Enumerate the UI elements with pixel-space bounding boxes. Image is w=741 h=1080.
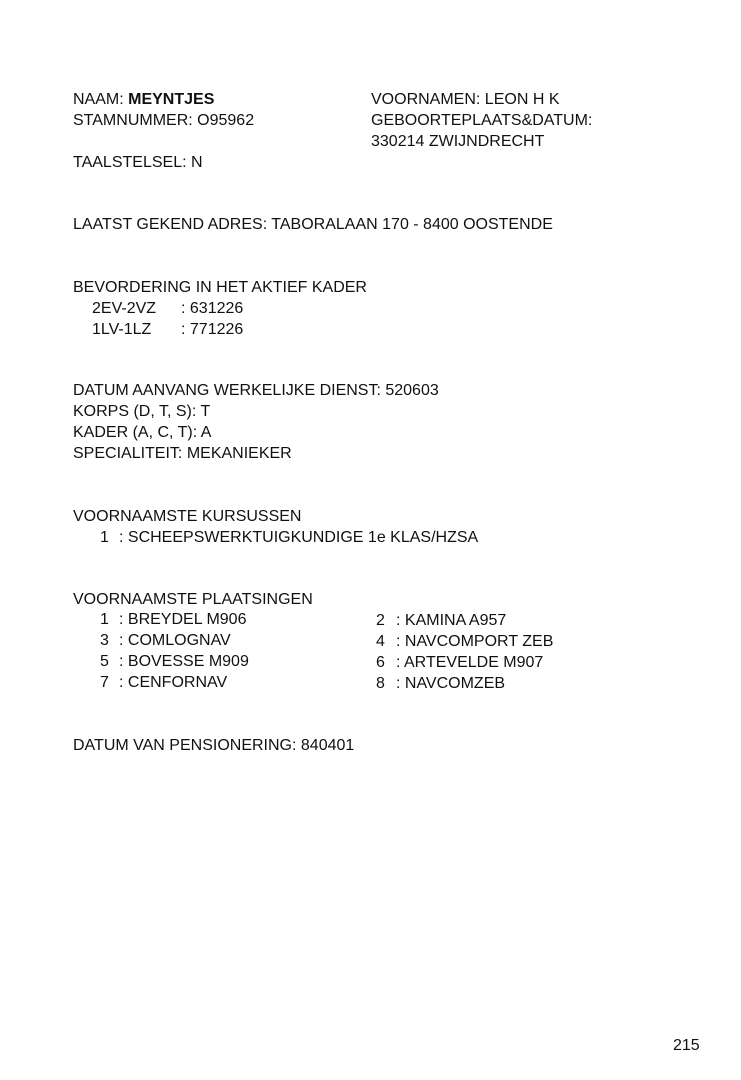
geboorte-value: 330214 ZWIJNDRECHT: [371, 133, 545, 150]
kursus-text: : SCHEEPSWERKTUIGKUNDIGE 1e KLAS/HZSA: [119, 529, 479, 546]
plaatsing-text: : BREYDEL M906: [119, 611, 247, 628]
specialiteit: SPECIALITEIT: MEKANIEKER: [73, 445, 292, 462]
naam-line: [73, 89, 214, 110]
plaatsing-number: 8: [376, 675, 385, 692]
stamnummer-line: [73, 110, 254, 131]
plaatsing-text: : KAMINA A957: [396, 612, 507, 629]
aanvang-dienst: DATUM AANVANG WERKELIJKE DIENST: 520603: [73, 382, 439, 399]
plaatsing-text: : CENFORNAV: [119, 674, 228, 691]
plaatsing-number: 1: [100, 611, 109, 628]
plaatsingen-title: VOORNAAMSTE PLAATSINGEN: [73, 591, 313, 608]
voornamen-value: LEON H K: [484, 91, 560, 108]
taalstelsel-line: [73, 152, 203, 173]
bevordering-rank: 2EV-2VZ: [92, 300, 157, 317]
voornamen-line: [371, 89, 559, 110]
plaatsing-number: 3: [100, 632, 109, 649]
korps: KORPS (D, T, S): T: [73, 403, 211, 420]
plaatsing-text: : ARTEVELDE M907: [396, 654, 544, 671]
plaatsing-number: 6: [376, 654, 385, 671]
page-number: 215: [673, 1037, 700, 1054]
adres-line: [73, 214, 553, 235]
plaatsing-number: 4: [376, 633, 385, 650]
pensionering-label: DATUM VAN PENSIONERING:: [73, 737, 297, 754]
naam-value: MEYNTJES: [128, 91, 215, 108]
geboorte-label: GEBOORTEPLAATS&DATUM:: [371, 112, 593, 129]
kursussen-title: VOORNAAMSTE KURSUSSEN: [73, 508, 302, 525]
voornamen-label: VOORNAMEN:: [371, 91, 481, 108]
adres-label: LAATST GEKEND ADRES:: [73, 216, 268, 233]
kader: KADER (A, C, T): A: [73, 424, 212, 441]
naam-label: NAAM:: [73, 91, 124, 108]
plaatsing-text: : COMLOGNAV: [119, 632, 231, 649]
plaatsing-text: : NAVCOMZEB: [396, 675, 506, 692]
bevordering-date: : 631226: [181, 300, 244, 317]
kursus-number: 1: [100, 529, 109, 546]
taalstelsel-label: TAALSTELSEL:: [73, 154, 187, 171]
taalstelsel-value: N: [190, 154, 203, 171]
pensionering-value: 840401: [300, 737, 355, 754]
bevordering-rank: 1LV-1LZ: [92, 321, 152, 338]
stamnummer-value: O95962: [197, 112, 255, 129]
stamnummer-label: STAMNUMMER:: [73, 112, 193, 129]
bevordering-title: BEVORDERING IN HET AKTIEF KADER: [73, 279, 367, 296]
plaatsing-number: 5: [100, 653, 109, 670]
adres-value: TABORALAAN 170 - 8400 OOSTENDE: [271, 216, 553, 233]
pensionering-line: [73, 735, 354, 756]
bevordering-date: : 771226: [181, 321, 244, 338]
plaatsing-number: 7: [100, 674, 109, 691]
plaatsing-text: : NAVCOMPORT ZEB: [396, 633, 554, 650]
plaatsing-text: : BOVESSE M909: [119, 653, 249, 670]
plaatsing-number: 2: [376, 612, 385, 629]
